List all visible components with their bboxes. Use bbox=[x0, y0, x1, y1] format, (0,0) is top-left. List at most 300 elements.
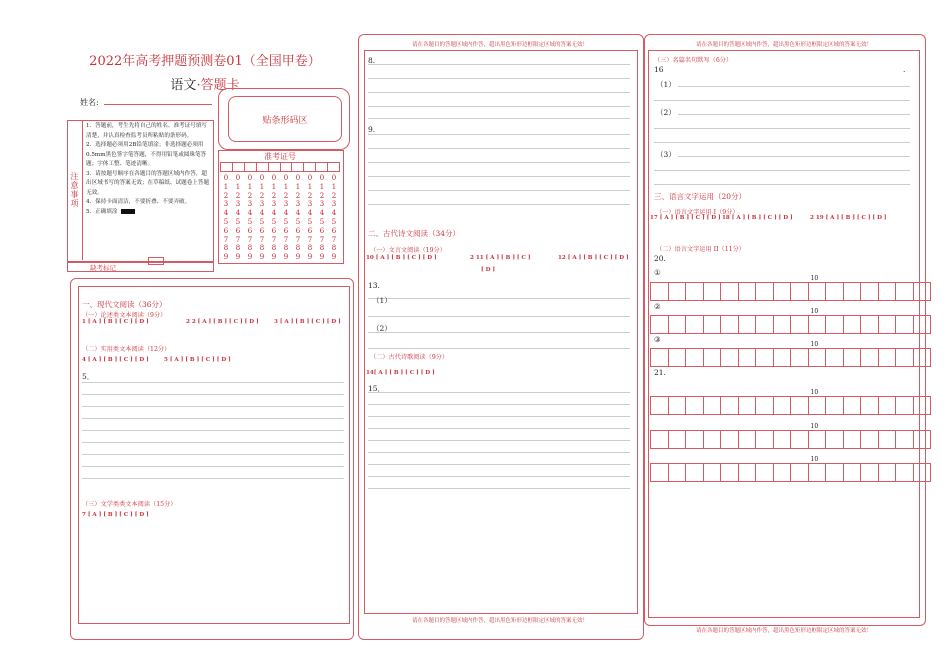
writing-grid-cell[interactable] bbox=[860, 282, 878, 301]
writing-grid-cell[interactable] bbox=[685, 315, 703, 334]
notice-item: 1．答题前，考生先将自己的姓名、准考证号填写清楚，并认真检查监考员所粘贴的条形码。 bbox=[86, 123, 208, 139]
writing-grid-cell[interactable] bbox=[773, 348, 791, 367]
answer-line[interactable] bbox=[678, 86, 910, 87]
answer-line[interactable] bbox=[82, 430, 344, 431]
id-digit-bubble[interactable]: 0 bbox=[247, 173, 253, 182]
answer-line[interactable] bbox=[368, 428, 630, 429]
writing-grid-cell[interactable] bbox=[773, 463, 791, 482]
id-digit-bubble[interactable]: 9 bbox=[307, 252, 313, 262]
id-digit-bubble[interactable]: 6 bbox=[259, 225, 265, 235]
id-digit-bubble[interactable]: 1 bbox=[283, 181, 289, 191]
grid-count-marker: 10 bbox=[810, 275, 819, 282]
writing-grid-cell[interactable] bbox=[685, 282, 703, 301]
writing-grid-cell[interactable] bbox=[808, 423, 826, 449]
id-digit-bubble[interactable]: 5 bbox=[259, 216, 265, 226]
exam-id-bubbles[interactable] bbox=[220, 174, 340, 262]
name-field[interactable] bbox=[104, 104, 212, 105]
id-digit-bubble[interactable]: 5 bbox=[295, 216, 301, 226]
id-digit-column[interactable] bbox=[256, 174, 268, 262]
answer-line[interactable] bbox=[368, 316, 630, 317]
writing-grid-cell[interactable] bbox=[808, 456, 826, 482]
writing-grid-cell[interactable] bbox=[860, 348, 878, 367]
writing-grid-cell[interactable] bbox=[650, 348, 668, 367]
id-digit-bubble[interactable]: 1 bbox=[319, 181, 325, 191]
writing-grid-cell[interactable] bbox=[773, 430, 791, 449]
writing-grid-cell[interactable] bbox=[790, 463, 808, 482]
writing-grid-cell[interactable] bbox=[895, 348, 913, 367]
writing-grid-cell[interactable] bbox=[895, 430, 913, 449]
section-two-title: 二、古代诗文阅读（34分） bbox=[368, 229, 461, 238]
notice-header: 注意事项 bbox=[67, 120, 83, 260]
writing-grid-cell[interactable] bbox=[825, 282, 843, 301]
writing-grid-cell[interactable] bbox=[860, 430, 878, 449]
choice-q4[interactable]: 4 [ A ] [ B ] [ C ] [ D ] bbox=[82, 357, 149, 363]
choice-q18[interactable]: 18 [ A ] [ B ] [ C ] [ D ] bbox=[722, 215, 793, 221]
writing-grid-cell[interactable] bbox=[668, 430, 686, 449]
notice-item: 2．选择题必须用2B铅笔填涂；非选择题必须用0.5mm黑色签字笔答题，不得用铅笔或圆珠笔答题；字体工整、笔迹清晰。 bbox=[86, 142, 207, 167]
choice-q14[interactable]: 14[ A ] [ B ] [ C ] [ D ] bbox=[366, 370, 435, 376]
question-16-dot: . bbox=[903, 65, 906, 74]
question-13-part-1: （1） bbox=[372, 296, 392, 305]
id-digit-bubble[interactable]: 3 bbox=[259, 199, 265, 209]
id-digit-bubble[interactable]: 9 bbox=[247, 252, 253, 262]
choice-q2[interactable]: 2 2 [ A ] [ B ] [ C ] [ D ] bbox=[186, 319, 259, 325]
choice-q19[interactable]: 2 19 [ A ] [ B ] [ C ] [ D ] bbox=[810, 215, 887, 221]
writing-grid-cell[interactable] bbox=[895, 282, 913, 301]
answer-line[interactable] bbox=[368, 148, 630, 149]
question-9-label: 9. bbox=[368, 125, 376, 134]
answer-line[interactable] bbox=[82, 454, 344, 455]
answer-line[interactable] bbox=[82, 406, 344, 407]
writing-grid-cell[interactable] bbox=[825, 430, 843, 449]
id-digit-bubble[interactable]: 2 bbox=[235, 190, 241, 200]
answer-line[interactable] bbox=[368, 464, 630, 465]
id-digit-bubble[interactable]: 1 bbox=[247, 181, 253, 191]
writing-grid-cell[interactable] bbox=[773, 282, 791, 301]
id-digit-bubble[interactable]: 2 bbox=[295, 190, 301, 200]
writing-grid-cell[interactable] bbox=[790, 430, 808, 449]
exam-title: 2022年高考押题预测卷01（全国甲卷） bbox=[89, 54, 321, 69]
writing-grid-cell[interactable] bbox=[720, 348, 738, 367]
answer-line[interactable] bbox=[368, 176, 630, 177]
id-digit-bubble[interactable]: 7 bbox=[247, 234, 253, 244]
card-suffix: ·答题卡 bbox=[196, 78, 240, 93]
writing-grid-cell[interactable] bbox=[703, 463, 721, 482]
writing-grid-cell[interactable] bbox=[843, 430, 861, 449]
top-warning-note: 请在各题目的答题区域内作答，超出黑色矩形边框限定区域的答案无效！ bbox=[411, 42, 588, 48]
id-digit-bubble[interactable]: 5 bbox=[247, 216, 253, 226]
answer-line[interactable] bbox=[82, 394, 344, 395]
writing-grid-row[interactable] bbox=[650, 308, 931, 333]
id-digit-bubble[interactable]: 1 bbox=[271, 181, 277, 191]
id-digit-bubble[interactable]: 1 bbox=[223, 181, 229, 191]
id-digit-bubble[interactable]: 9 bbox=[331, 252, 337, 262]
answer-line[interactable] bbox=[368, 134, 630, 135]
writing-grid-cell[interactable] bbox=[738, 348, 756, 367]
id-digit-column[interactable] bbox=[280, 174, 292, 262]
writing-grid-cell[interactable] bbox=[808, 341, 826, 367]
id-digit-bubble[interactable]: 8 bbox=[307, 243, 313, 253]
writing-grid-cell[interactable] bbox=[755, 282, 773, 301]
writing-grid-cell[interactable] bbox=[650, 463, 668, 482]
writing-grid-cell[interactable] bbox=[825, 463, 843, 482]
id-digit-bubble[interactable]: 5 bbox=[235, 216, 241, 226]
answer-line[interactable] bbox=[82, 442, 344, 443]
id-digit-bubble[interactable]: 8 bbox=[247, 243, 253, 253]
id-digit-bubble[interactable]: 1 bbox=[235, 181, 241, 191]
exam-id-entry[interactable] bbox=[220, 162, 340, 172]
writing-grid-row[interactable] bbox=[650, 456, 931, 481]
filled-mark-example bbox=[121, 209, 135, 214]
id-digit-bubble[interactable]: 4 bbox=[247, 208, 253, 218]
answer-line[interactable] bbox=[654, 170, 910, 171]
id-digit-bubble[interactable]: 5 bbox=[283, 216, 289, 226]
id-digit-bubble[interactable]: 7 bbox=[331, 234, 337, 244]
writing-grid-cell[interactable] bbox=[738, 463, 756, 482]
answer-line[interactable] bbox=[368, 348, 630, 349]
id-digit-bubble[interactable]: 4 bbox=[223, 208, 229, 218]
id-digit-bubble[interactable]: 6 bbox=[283, 225, 289, 235]
id-digit-bubble[interactable]: 6 bbox=[307, 225, 313, 235]
writing-grid-cell[interactable] bbox=[913, 396, 932, 415]
writing-grid-cell[interactable] bbox=[720, 463, 738, 482]
id-digit-column[interactable] bbox=[220, 174, 232, 262]
writing-grid-cell[interactable] bbox=[808, 389, 826, 415]
writing-grid-cell[interactable] bbox=[878, 315, 896, 334]
choice-q10[interactable]: 10 [ A ] [ B ] [ C ] [ D ] bbox=[366, 255, 437, 261]
answer-line[interactable] bbox=[654, 142, 910, 143]
answer-line[interactable] bbox=[368, 404, 630, 405]
id-digit-bubble[interactable]: 5 bbox=[331, 216, 337, 226]
answer-line[interactable] bbox=[654, 184, 910, 185]
writing-grid-cell[interactable] bbox=[755, 396, 773, 415]
writing-grid-cell[interactable] bbox=[685, 430, 703, 449]
id-digit-bubble[interactable]: 3 bbox=[295, 199, 301, 209]
id-digit-bubble[interactable]: 0 bbox=[259, 173, 265, 182]
id-digit-bubble[interactable]: 8 bbox=[331, 243, 337, 253]
writing-grid-cell[interactable] bbox=[755, 463, 773, 482]
id-digit-bubble[interactable]: 2 bbox=[247, 190, 253, 200]
writing-grid-cell[interactable] bbox=[703, 430, 721, 449]
writing-grid-cell[interactable] bbox=[668, 396, 686, 415]
answer-line[interactable] bbox=[678, 156, 910, 157]
writing-grid-cell[interactable] bbox=[913, 348, 932, 367]
writing-grid-cell[interactable] bbox=[720, 282, 738, 301]
writing-grid-cell[interactable] bbox=[790, 315, 808, 334]
id-digit-bubble[interactable]: 7 bbox=[295, 234, 301, 244]
id-digit-bubble[interactable]: 3 bbox=[271, 199, 277, 209]
id-digit-bubble[interactable]: 7 bbox=[319, 234, 325, 244]
writing-grid-cell[interactable] bbox=[913, 282, 932, 301]
id-digit-bubble[interactable]: 8 bbox=[319, 243, 325, 253]
subsection-language-2: （二）语言文字运用 II（11分） bbox=[656, 246, 745, 253]
id-digit-bubble[interactable]: 6 bbox=[271, 225, 277, 235]
writing-grid-cell[interactable] bbox=[738, 430, 756, 449]
id-digit-bubble[interactable]: 3 bbox=[223, 199, 229, 209]
id-digit-bubble[interactable]: 1 bbox=[307, 181, 313, 191]
id-digit-bubble[interactable]: 4 bbox=[259, 208, 265, 218]
id-digit-bubble[interactable]: 8 bbox=[235, 243, 241, 253]
id-digit-bubble[interactable]: 0 bbox=[319, 173, 325, 182]
id-digit-bubble[interactable]: 7 bbox=[271, 234, 277, 244]
choice-q5[interactable]: 5 [ A ] [ B ] [ C ] [ D ] bbox=[164, 357, 231, 363]
writing-grid-cell[interactable] bbox=[843, 396, 861, 415]
writing-grid-cell[interactable] bbox=[738, 282, 756, 301]
id-digit-bubble[interactable]: 7 bbox=[307, 234, 313, 244]
writing-grid-cell[interactable] bbox=[808, 308, 826, 334]
question-16-part-1: （1） bbox=[656, 80, 676, 89]
writing-grid-cell[interactable] bbox=[843, 463, 861, 482]
id-digit-bubble[interactable]: 7 bbox=[235, 234, 241, 244]
id-digit-bubble[interactable]: 5 bbox=[319, 216, 325, 226]
barcode-area: 贴条形码区 bbox=[228, 96, 342, 142]
writing-grid-cell[interactable] bbox=[720, 430, 738, 449]
writing-grid-cell[interactable] bbox=[668, 463, 686, 482]
writing-grid-cell[interactable] bbox=[650, 430, 668, 449]
id-digit-bubble[interactable]: 3 bbox=[319, 199, 325, 209]
choice-q11-d[interactable]: [ D ] bbox=[481, 267, 496, 273]
answer-line[interactable] bbox=[678, 114, 910, 115]
writing-grid-row[interactable] bbox=[650, 389, 931, 414]
id-digit-bubble[interactable]: 0 bbox=[271, 173, 277, 182]
id-digit-bubble[interactable]: 0 bbox=[283, 173, 289, 182]
answer-line[interactable] bbox=[368, 416, 630, 417]
writing-grid-cell[interactable] bbox=[738, 396, 756, 415]
answer-line[interactable] bbox=[368, 476, 630, 477]
question-16-part-3: （3） bbox=[656, 150, 676, 159]
id-digit-bubble[interactable]: 7 bbox=[223, 234, 229, 244]
writing-grid-cell[interactable] bbox=[685, 463, 703, 482]
id-digit-bubble[interactable]: 6 bbox=[247, 225, 253, 235]
writing-grid-cell[interactable] bbox=[843, 315, 861, 334]
answer-line[interactable] bbox=[368, 106, 630, 107]
answer-line[interactable] bbox=[368, 190, 630, 191]
id-digit-bubble[interactable]: 4 bbox=[235, 208, 241, 218]
answer-line[interactable] bbox=[368, 204, 630, 205]
writing-grid-cell[interactable] bbox=[668, 282, 686, 301]
id-digit-bubble[interactable]: 5 bbox=[223, 216, 229, 226]
id-digit-bubble[interactable]: 9 bbox=[283, 252, 289, 262]
id-digit-bubble[interactable]: 9 bbox=[271, 252, 277, 262]
writing-grid-cell[interactable] bbox=[878, 348, 896, 367]
id-digit-bubble[interactable]: 1 bbox=[331, 181, 337, 191]
id-digit-bubble[interactable]: 4 bbox=[271, 208, 277, 218]
writing-grid-cell[interactable] bbox=[755, 348, 773, 367]
answer-line[interactable] bbox=[82, 382, 344, 383]
question-16-part-2: （2） bbox=[656, 108, 676, 117]
answer-line[interactable] bbox=[82, 478, 344, 479]
answer-line[interactable] bbox=[82, 466, 344, 467]
writing-grid-cell[interactable] bbox=[860, 396, 878, 415]
id-digit-bubble[interactable]: 1 bbox=[259, 181, 265, 191]
id-digit-bubble[interactable]: 8 bbox=[271, 243, 277, 253]
id-digit-column[interactable] bbox=[292, 174, 304, 262]
writing-grid-cell[interactable] bbox=[895, 315, 913, 334]
subsection-literary: （三）文学类类文本阅读（15分） bbox=[82, 501, 177, 508]
id-digit-bubble[interactable]: 4 bbox=[331, 208, 337, 218]
circle-number-3: ③ bbox=[654, 335, 661, 344]
id-digit-bubble[interactable]: 9 bbox=[223, 252, 229, 262]
choice-q1[interactable]: 1 [ A ] [ B ] [ C ] [ D ] bbox=[82, 319, 149, 325]
id-digit-bubble[interactable]: 3 bbox=[247, 199, 253, 209]
id-digit-bubble[interactable]: 3 bbox=[283, 199, 289, 209]
id-digit-bubble[interactable]: 2 bbox=[307, 190, 313, 200]
answer-line[interactable] bbox=[368, 64, 630, 65]
writing-grid-cell[interactable] bbox=[808, 275, 826, 301]
writing-grid-cell[interactable] bbox=[668, 348, 686, 367]
id-digit-bubble[interactable]: 5 bbox=[271, 216, 277, 226]
id-digit-column[interactable] bbox=[244, 174, 256, 262]
id-digit-bubble[interactable]: 0 bbox=[223, 173, 229, 182]
id-digit-bubble[interactable]: 4 bbox=[295, 208, 301, 218]
writing-grid-cell[interactable] bbox=[825, 348, 843, 367]
answer-line[interactable] bbox=[82, 418, 344, 419]
id-digit-bubble[interactable]: 2 bbox=[283, 190, 289, 200]
writing-grid-cell[interactable] bbox=[703, 396, 721, 415]
writing-grid-cell[interactable] bbox=[878, 396, 896, 415]
absent-checkbox[interactable] bbox=[148, 257, 164, 265]
id-digit-bubble[interactable]: 2 bbox=[271, 190, 277, 200]
id-digit-bubble[interactable]: 9 bbox=[295, 252, 301, 262]
id-digit-bubble[interactable]: 9 bbox=[235, 252, 241, 262]
subject-label: 语文 bbox=[170, 78, 197, 93]
id-digit-bubble[interactable]: 2 bbox=[331, 190, 337, 200]
writing-grid-cell[interactable] bbox=[685, 348, 703, 367]
answer-line[interactable] bbox=[368, 392, 630, 393]
writing-grid-cell[interactable] bbox=[773, 315, 791, 334]
id-digit-bubble[interactable]: 3 bbox=[307, 199, 313, 209]
section-three-title: 三、语言文字运用（20分） bbox=[654, 192, 747, 201]
subsection-practical: （二）实用类文本阅读（12分） bbox=[82, 346, 171, 353]
writing-grid-cell[interactable] bbox=[650, 396, 668, 415]
id-digit-bubble[interactable]: 7 bbox=[283, 234, 289, 244]
id-digit-bubble[interactable]: 8 bbox=[295, 243, 301, 253]
writing-grid-cell[interactable] bbox=[913, 430, 932, 449]
writing-grid-cell[interactable] bbox=[773, 396, 791, 415]
writing-grid-cell[interactable] bbox=[825, 315, 843, 334]
id-digit-bubble[interactable]: 6 bbox=[223, 225, 229, 235]
id-digit-bubble[interactable]: 3 bbox=[235, 199, 241, 209]
writing-grid-cell[interactable] bbox=[913, 463, 932, 482]
id-digit-bubble[interactable]: 9 bbox=[319, 252, 325, 262]
writing-grid-cell[interactable] bbox=[755, 315, 773, 334]
id-digit-bubble[interactable]: 0 bbox=[295, 173, 301, 182]
id-digit-bubble[interactable]: 8 bbox=[259, 243, 265, 253]
id-digit-bubble[interactable]: 0 bbox=[307, 173, 313, 182]
answer-line[interactable] bbox=[368, 488, 630, 489]
writing-grid-cell[interactable] bbox=[878, 430, 896, 449]
choice-q17[interactable]: 17 [ A ] [ B ] [ C ] [ D ] bbox=[650, 215, 721, 221]
subsection-recitation: （三）名篇名句默写（6分） bbox=[654, 57, 733, 64]
id-digit-bubble[interactable]: 6 bbox=[331, 225, 337, 235]
id-digit-bubble[interactable]: 3 bbox=[331, 199, 337, 209]
writing-grid-cell[interactable] bbox=[703, 282, 721, 301]
writing-grid-cell[interactable] bbox=[860, 315, 878, 334]
id-digit-bubble[interactable]: 8 bbox=[283, 243, 289, 253]
writing-grid-cell[interactable] bbox=[650, 315, 668, 334]
writing-grid-cell[interactable] bbox=[650, 282, 668, 301]
id-digit-bubble[interactable]: 6 bbox=[319, 225, 325, 235]
choice-q3[interactable]: 3 [ A ] [ B ] [ C ] [ D ] bbox=[274, 319, 341, 325]
choice-q7[interactable]: 7 [ A ] [ B ] [ C ] [ D ] bbox=[82, 512, 149, 518]
id-digit-bubble[interactable]: 4 bbox=[283, 208, 289, 218]
id-digit-bubble[interactable]: 8 bbox=[223, 243, 229, 253]
writing-grid-cell[interactable] bbox=[878, 282, 896, 301]
writing-grid-cell[interactable] bbox=[755, 430, 773, 449]
bottom-warning-note: 请在各题目的答题区域内作答，超出黑色矩形边框限定区域的答案无效！ bbox=[695, 628, 872, 634]
writing-grid-cell[interactable] bbox=[895, 396, 913, 415]
answer-line[interactable] bbox=[368, 78, 630, 79]
id-digit-bubble[interactable]: 1 bbox=[295, 181, 301, 191]
writing-grid-cell[interactable] bbox=[878, 463, 896, 482]
id-digit-column[interactable] bbox=[316, 174, 328, 262]
writing-grid-cell[interactable] bbox=[790, 282, 808, 301]
answer-line[interactable] bbox=[654, 128, 910, 129]
writing-grid-cell[interactable] bbox=[860, 463, 878, 482]
id-digit-column[interactable] bbox=[304, 174, 316, 262]
writing-grid-cell[interactable] bbox=[825, 396, 843, 415]
writing-grid-cell[interactable] bbox=[913, 315, 932, 334]
id-digit-bubble[interactable]: 7 bbox=[259, 234, 265, 244]
id-digit-bubble[interactable]: 9 bbox=[259, 252, 265, 262]
writing-grid-row[interactable] bbox=[650, 341, 931, 366]
writing-grid-row[interactable] bbox=[650, 423, 931, 448]
writing-grid-cell[interactable] bbox=[720, 315, 738, 334]
id-digit-bubble[interactable]: 2 bbox=[319, 190, 325, 200]
answer-line[interactable] bbox=[368, 118, 630, 119]
choice-q11[interactable]: 2 11 [ A ] [ B ] [ C ] bbox=[470, 255, 531, 261]
grid-count-marker: 10 bbox=[810, 308, 819, 315]
id-digit-bubble[interactable]: 6 bbox=[295, 225, 301, 235]
writing-grid-cell[interactable] bbox=[685, 396, 703, 415]
answer-line[interactable] bbox=[368, 162, 630, 163]
writing-grid-cell[interactable] bbox=[895, 463, 913, 482]
choice-q12[interactable]: 12 [ A ] [ B ] [ C ] [ D ] bbox=[558, 255, 629, 261]
answer-line[interactable] bbox=[368, 92, 630, 93]
writing-grid-cell[interactable] bbox=[843, 348, 861, 367]
id-digit-bubble[interactable]: 6 bbox=[235, 225, 241, 235]
writing-grid-cell[interactable] bbox=[703, 315, 721, 334]
question-13-part-2: （2） bbox=[372, 324, 392, 333]
id-digit-bubble[interactable]: 5 bbox=[307, 216, 313, 226]
writing-grid-row[interactable] bbox=[650, 275, 931, 300]
answer-line[interactable] bbox=[368, 440, 630, 441]
id-digit-bubble[interactable]: 2 bbox=[223, 190, 229, 200]
writing-grid-cell[interactable] bbox=[738, 315, 756, 334]
notice-item: 5．正确填涂 bbox=[86, 208, 118, 215]
writing-grid-cell[interactable] bbox=[843, 282, 861, 301]
writing-grid-cell[interactable] bbox=[790, 348, 808, 367]
id-digit-bubble[interactable]: 4 bbox=[319, 208, 325, 218]
id-digit-bubble[interactable]: 2 bbox=[259, 190, 265, 200]
id-digit-bubble[interactable]: 0 bbox=[235, 173, 241, 182]
answer-line[interactable] bbox=[368, 298, 630, 299]
writing-grid-cell[interactable] bbox=[668, 315, 686, 334]
id-digit-bubble[interactable]: 4 bbox=[307, 208, 313, 218]
id-digit-column[interactable] bbox=[328, 174, 340, 262]
answer-line[interactable] bbox=[368, 332, 630, 333]
id-digit-column[interactable] bbox=[268, 174, 280, 262]
writing-grid-cell[interactable] bbox=[720, 396, 738, 415]
answer-line[interactable] bbox=[368, 452, 630, 453]
id-digit-bubble[interactable]: 0 bbox=[331, 173, 337, 182]
writing-grid-cell[interactable] bbox=[703, 348, 721, 367]
subsection-language-1: （一）语言文字运用 I（9分） bbox=[656, 209, 739, 216]
absent-label: 缺考标记 bbox=[90, 264, 116, 272]
id-digit-column[interactable] bbox=[232, 174, 244, 262]
writing-grid-cell[interactable] bbox=[790, 396, 808, 415]
answer-line[interactable] bbox=[654, 100, 910, 101]
